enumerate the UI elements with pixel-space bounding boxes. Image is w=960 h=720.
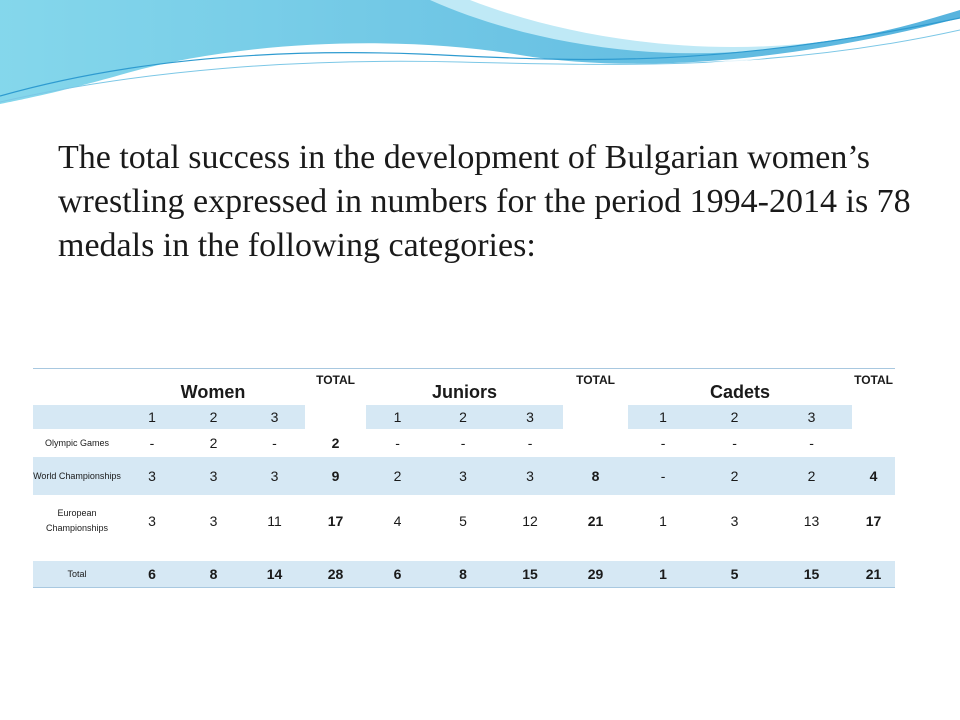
table-cell: 5	[459, 513, 467, 529]
table-cell-total: 4	[852, 457, 895, 495]
women-place-1-header: 1	[121, 405, 183, 429]
women-place-2-header: 2	[183, 405, 244, 429]
table-cell-total: 17	[865, 513, 882, 529]
row-label: World Championships	[33, 457, 121, 495]
women-total-header: TOTAL	[305, 369, 366, 406]
table-cell-total: 21	[587, 513, 604, 529]
table-cell: -	[149, 435, 155, 451]
table-cell-total: 17	[327, 513, 344, 529]
table-cell-total	[563, 429, 628, 457]
table-cell: 6	[366, 561, 429, 588]
table-cell: 3	[121, 457, 183, 495]
table-cell: 2	[209, 435, 218, 451]
table-cell: -	[628, 457, 698, 495]
table-group-header-row	[33, 369, 895, 406]
row-label: Olympic Games	[44, 437, 109, 448]
header-wave-decoration	[0, 0, 960, 120]
cadets-place-2-header: 2	[698, 405, 771, 429]
group-juniors-header: Juniors	[366, 369, 563, 406]
juniors-place-3-header: 3	[497, 405, 563, 429]
table-cell: 3	[244, 457, 305, 495]
table-cell: 12	[522, 513, 538, 529]
table-row-total	[33, 561, 895, 588]
table-cell: -	[272, 435, 277, 451]
table-cell: 1	[628, 561, 698, 588]
table-cell: 3	[183, 457, 244, 495]
table-cell: -	[395, 435, 400, 451]
table-cell: 11	[267, 513, 282, 529]
table-cell: 3	[148, 513, 156, 529]
table-cell: 8	[429, 561, 497, 588]
group-cadets-header: Cadets	[628, 369, 852, 406]
table-cell: 2	[771, 457, 852, 495]
group-women-header: Women	[121, 369, 305, 406]
table-cell-total: 28	[305, 561, 366, 588]
table-row	[33, 429, 895, 457]
table-cell: 1	[659, 513, 667, 529]
table-cell: 5	[698, 561, 771, 588]
table-place-header-row	[33, 405, 895, 429]
table-cell: 15	[497, 561, 563, 588]
row-label: Total	[33, 561, 121, 588]
table-cell: 8	[183, 561, 244, 588]
table-row	[33, 457, 895, 495]
row-label: European Championships	[45, 508, 109, 533]
table-cell: 14	[244, 561, 305, 588]
table-cell-total: 2	[331, 435, 340, 451]
table-cell: 6	[121, 561, 183, 588]
cadets-place-1-header: 1	[628, 405, 698, 429]
table-cell: 2	[698, 457, 771, 495]
page-heading: The total success in the development of Bulgarian women’s wrestling expressed in numbers for the period 1994-2014 is 78 medals in the following categories:	[58, 139, 911, 264]
cadets-place-3-header: 3	[771, 405, 852, 429]
table-cell: 4	[393, 513, 402, 529]
table-cell: -	[660, 435, 666, 451]
table-cell: -	[809, 435, 814, 451]
table-cell-total: 8	[563, 457, 628, 495]
medals-table	[33, 368, 895, 588]
table-cell: -	[460, 435, 466, 451]
juniors-place-2-header: 2	[429, 405, 497, 429]
women-place-3-header: 3	[244, 405, 305, 429]
table-cell-total: 29	[563, 561, 628, 588]
table-cell-total	[852, 429, 895, 457]
table-row	[33, 495, 895, 547]
juniors-place-1-header: 1	[366, 405, 429, 429]
cadets-total-header: TOTAL	[852, 369, 895, 406]
table-cell: 13	[803, 513, 820, 529]
table-cell: 3	[429, 457, 497, 495]
juniors-total-header: TOTAL	[563, 369, 628, 406]
table-cell: 3	[497, 457, 563, 495]
table-cell: -	[527, 435, 533, 451]
table-cell: 3	[209, 513, 218, 529]
table-cell-total: 21	[852, 561, 895, 588]
table-cell: 2	[366, 457, 429, 495]
table-cell: 15	[771, 561, 852, 588]
table-cell: 3	[730, 513, 739, 529]
table-cell-total: 9	[305, 457, 366, 495]
table-cell: -	[732, 435, 737, 451]
